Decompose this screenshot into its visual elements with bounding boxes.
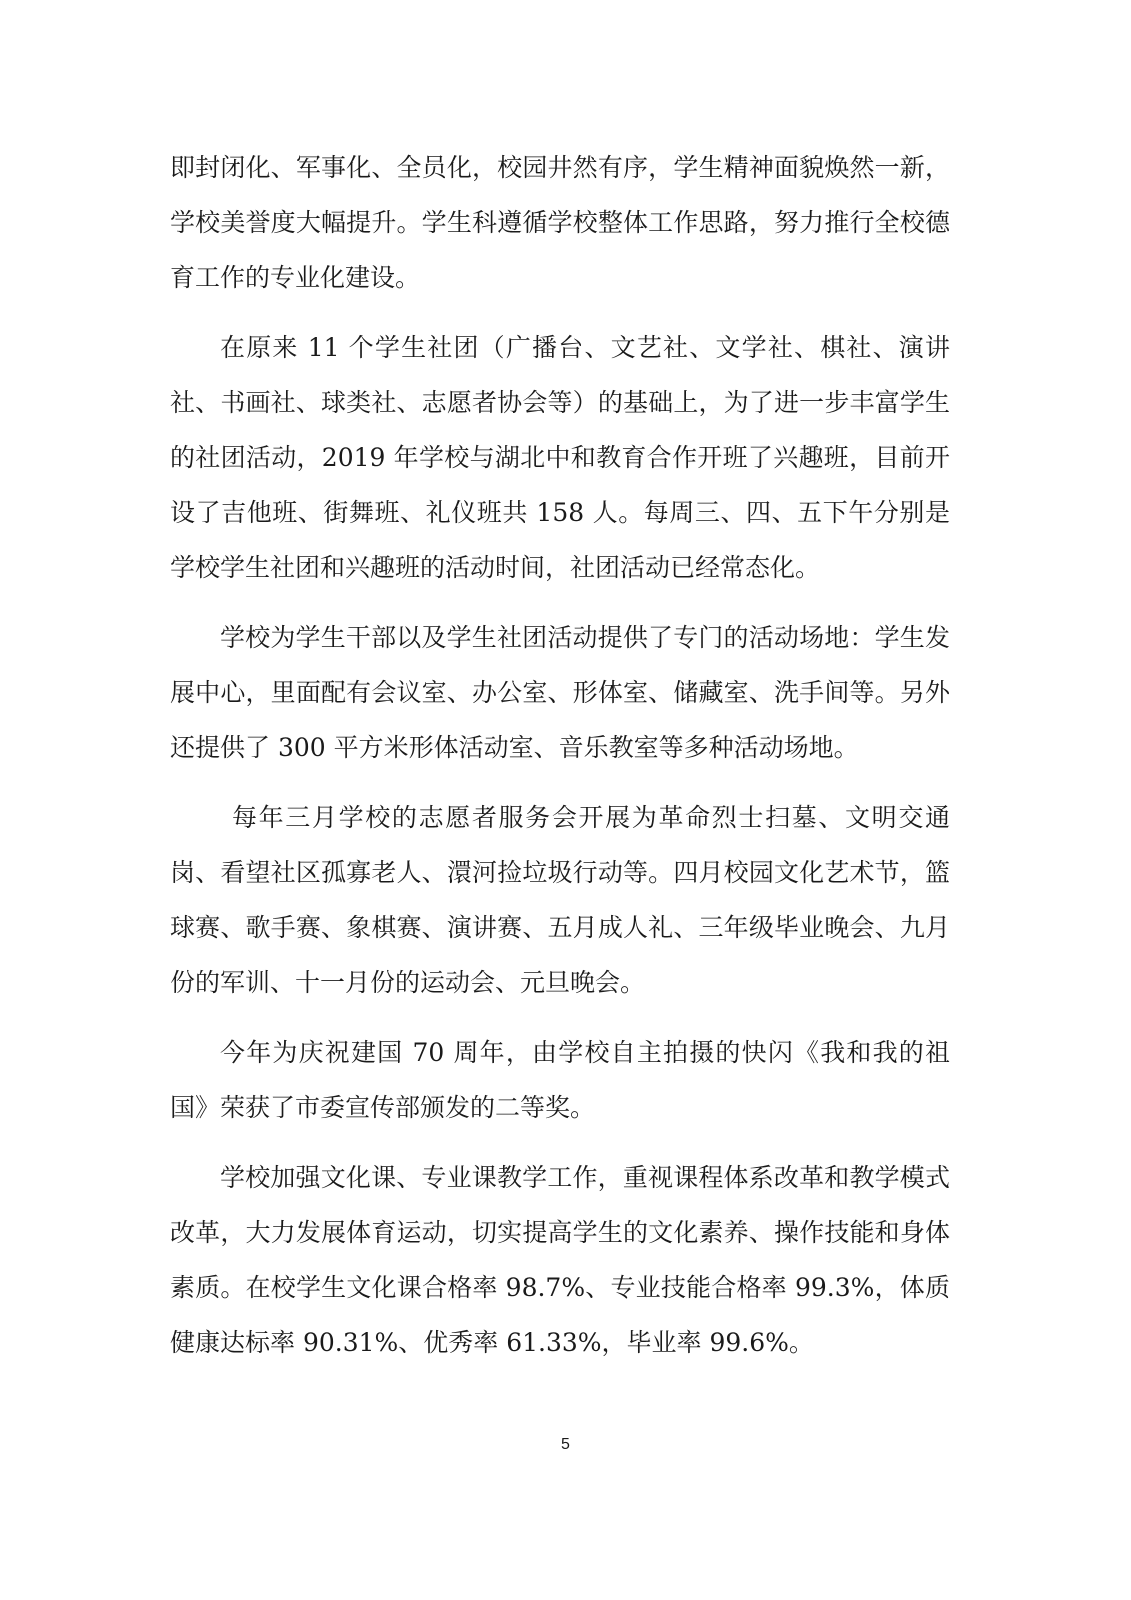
paragraph-volunteer-events: 每年三月学校的志愿者服务会开展为革命烈士扫墓、文明交通岗、看望社区孤寡老人、澴河捡垃圾行动等。四月校园文化艺术节，篮球赛、歌手赛、象棋赛、演讲赛、五月成人礼、三年级毕业晚会、九月份的军训、十一月份的运动会、元旦晚会。 bbox=[170, 803, 950, 997]
paragraph-student-clubs: 在原来 11 个学生社团（广播台、文艺社、文学社、棋社、演讲社、书画社、球类社、志愿者协会等）的基础上，为了进一步丰富学生的社团活动，2019 年学校与湖北中和教育合作开班了兴趣班，目前开设了吉他班、街舞班、礼仪班共 158 人。每周三、四、五下午分别是学校学生社团和兴趣班的活动时间，社团活动已经常态化。 bbox=[170, 333, 950, 582]
paragraph-flash-mob-award: 今年为庆祝建国 70 周年，由学校自主拍摄的快闪《我和我的祖国》荣获了市委宣传部颁发的二等奖。 bbox=[170, 1038, 950, 1122]
paragraph-activity-venues: 学校为学生干部以及学生社团活动提供了专门的活动场地：学生发展中心，里面配有会议室、办公室、形体室、储藏室、洗手间等。另外还提供了 300 平方米形体活动室、音乐教室等多种活动场地。 bbox=[170, 623, 950, 762]
page-number: 5 bbox=[561, 1436, 570, 1453]
paragraph-continued-intro: 即封闭化、军事化、全员化，校园井然有序，学生精神面貌焕然一新，学校美誉度大幅提升。学生科遵循学校整体工作思路，努力推行全校德育工作的专业化建设。 bbox=[170, 153, 950, 292]
paragraph-teaching-quality: 学校加强文化课、专业课教学工作，重视课程体系改革和教学模式改革，大力发展体育运动，切实提高学生的文化素养、操作技能和身体素质。在校学生文化课合格率 98.7%、专业技能合格率 99.3%，体质健康达标率 90.31%、优秀率 61.33%，毕业率 99.6%。 bbox=[170, 1163, 950, 1357]
body-text bbox=[170, 140, 950, 1385]
